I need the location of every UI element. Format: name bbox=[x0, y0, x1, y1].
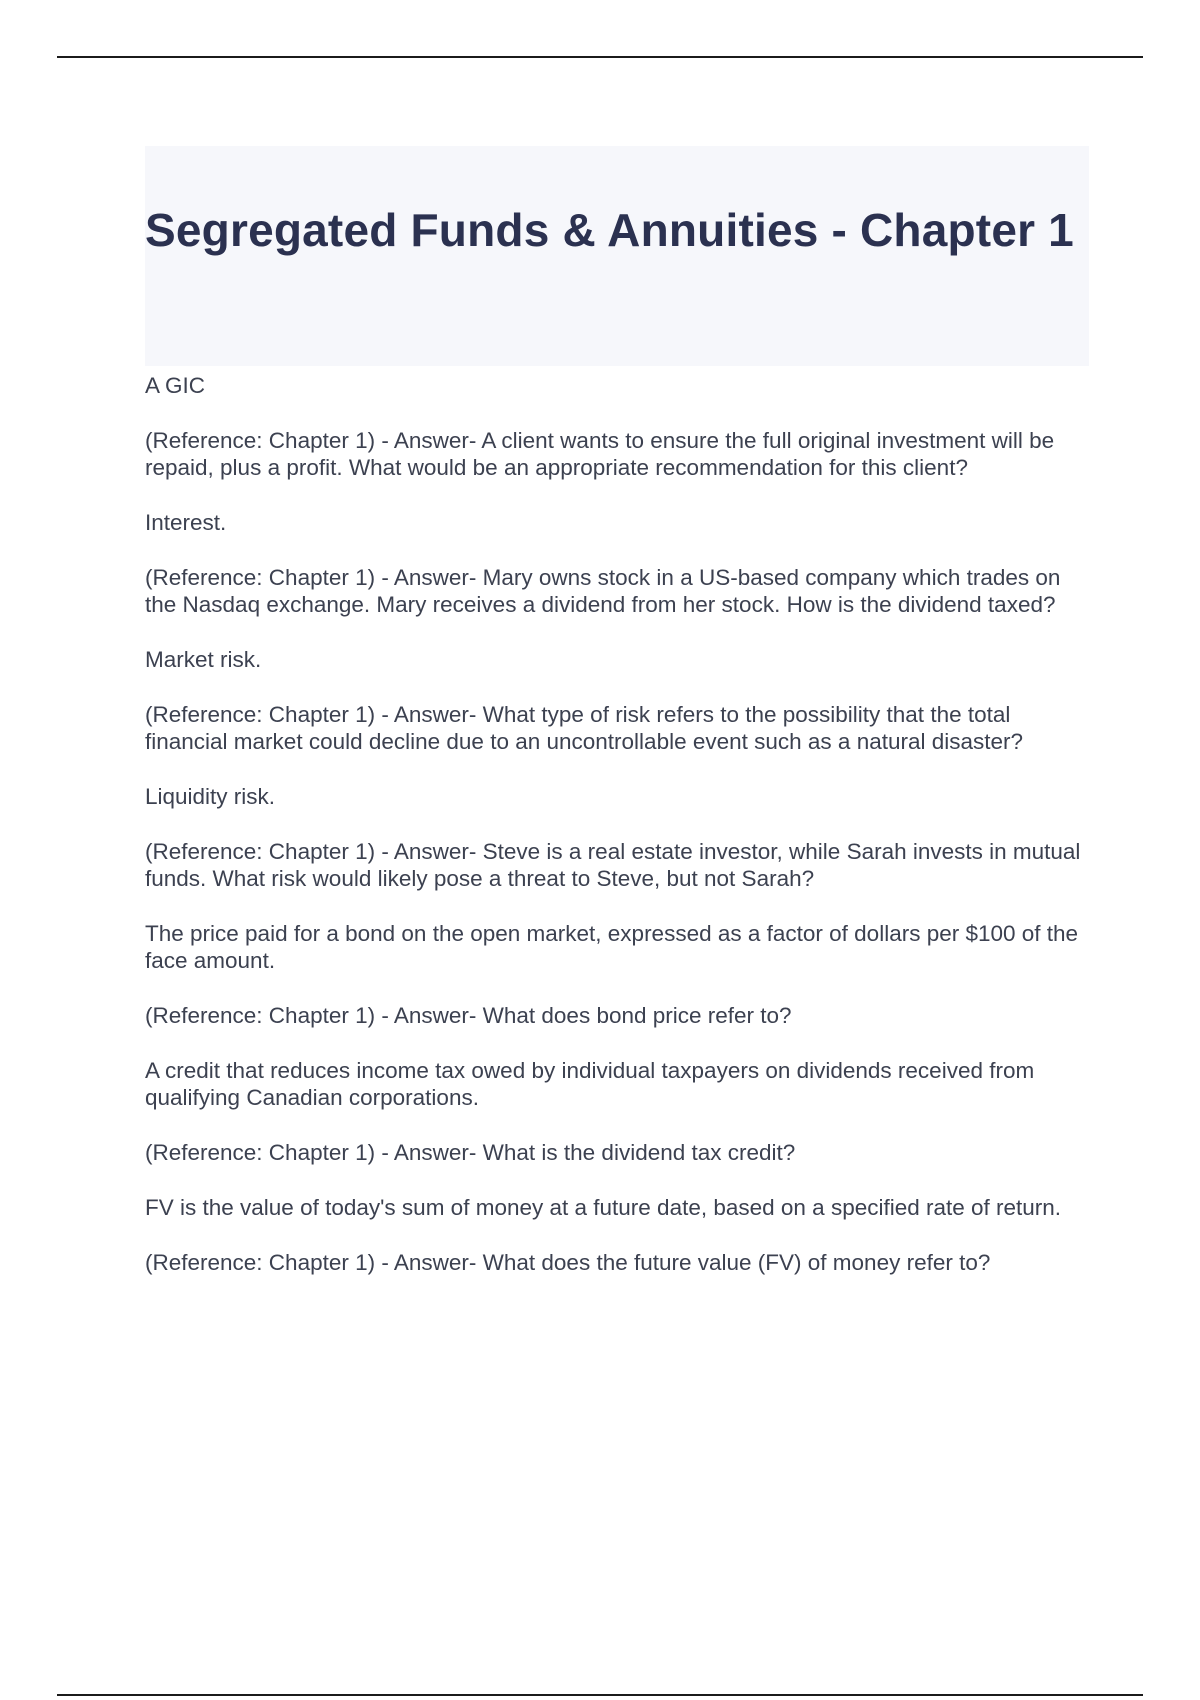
question-paragraph: (Reference: Chapter 1) - Answer- What is the dividend tax credit? bbox=[145, 1140, 796, 1165]
title-block bbox=[145, 146, 1089, 366]
question-paragraph: (Reference: Chapter 1) - Answer- What type of risk refers to the possibility that the total financial market could decline due to an uncontrollable event such as a natural disaster? bbox=[145, 702, 1024, 754]
answer-paragraph: The price paid for a bond on the open market, expressed as a factor of dollars per $100 of the face amount. bbox=[145, 921, 1079, 973]
answer-paragraph: Interest. bbox=[145, 510, 227, 535]
answer-paragraph: A credit that reduces income tax owed by individual taxpayers on dividends received from qualifying Canadian corporations. bbox=[145, 1058, 1035, 1110]
answer-paragraph: Liquidity risk. bbox=[145, 784, 276, 809]
top-rule bbox=[57, 56, 1143, 58]
question-paragraph: (Reference: Chapter 1) - Answer- What does the future value (FV) of money refer to? bbox=[145, 1250, 991, 1275]
entries bbox=[145, 372, 1089, 1276]
question-paragraph: (Reference: Chapter 1) - Answer- Steve is a real estate investor, while Sarah invests in mutual funds. What risk would likely pose a threat to Steve, but not Sarah? bbox=[145, 839, 1081, 891]
document-title: Segregated Funds & Annuities - Chapter 1 bbox=[145, 204, 1074, 256]
question-paragraph: (Reference: Chapter 1) - Answer- Mary owns stock in a US-based company which trades on the Nasdaq exchange. Mary receives a dividend from her stock. How is the dividend taxed? bbox=[145, 565, 1061, 617]
question-paragraph: (Reference: Chapter 1) - Answer- A client wants to ensure the full original investment will be repaid, plus a profit. What would be an appropriate recommendation for this client? bbox=[145, 428, 1055, 480]
bottom-rule bbox=[57, 1694, 1143, 1696]
document-content bbox=[145, 146, 1089, 1304]
answer-paragraph: Market risk. bbox=[145, 647, 262, 672]
answer-paragraph: A GIC bbox=[145, 373, 206, 398]
question-paragraph: (Reference: Chapter 1) - Answer- What does bond price refer to? bbox=[145, 1003, 792, 1028]
answer-paragraph: FV is the value of today's sum of money at a future date, based on a specified rate of return. bbox=[145, 1195, 1062, 1220]
